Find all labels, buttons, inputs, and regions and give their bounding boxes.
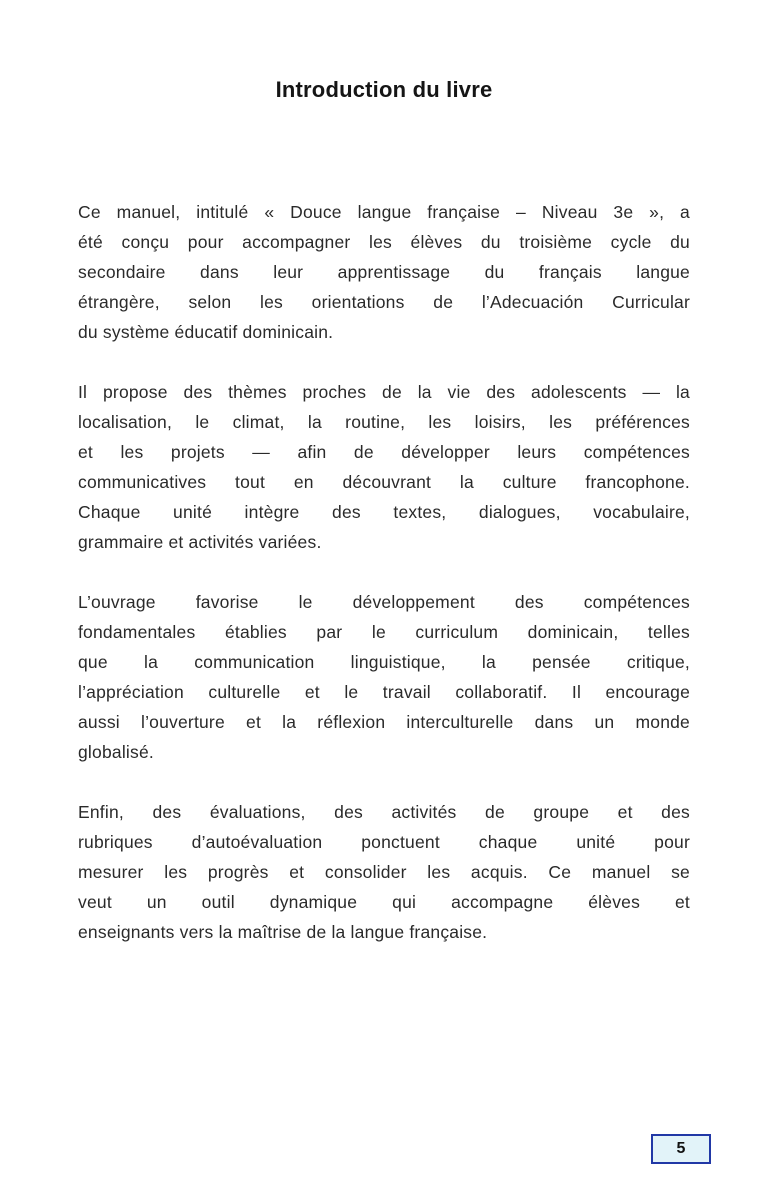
- paragraph-3-line-4: l’appréciation culturelle et le travail collaboratif. Il encourage: [78, 682, 690, 702]
- paragraph-1: [78, 197, 690, 347]
- paragraph-4-line-5: enseignants vers la maîtrise de la langue française.: [78, 922, 488, 942]
- paragraph-3-line-1: L’ouvrage favorise le développement des compétences: [78, 592, 690, 612]
- paragraph-1-line-4: étrangère, selon les orientations de l’Adecuación Curricular: [78, 292, 690, 312]
- paragraph-3: [78, 587, 690, 767]
- paragraph-2-line-2: localisation, le climat, la routine, les loisirs, les préférences: [78, 412, 690, 432]
- body-text: [78, 197, 690, 947]
- paragraph-2-line-6: grammaire et activités variées.: [78, 532, 322, 552]
- paragraph-2-line-3: et les projets — afin de développer leurs compétences: [78, 442, 690, 462]
- page-title: Introduction du livre: [275, 77, 493, 102]
- paragraph-4-line-3: mesurer les progrès et consolider les acquis. Ce manuel se: [78, 862, 690, 882]
- paragraph-4-line-1: Enfin, des évaluations, des activités de groupe et des: [78, 802, 690, 822]
- paragraph-2-line-4: communicatives tout en découvrant la culture francophone.: [78, 472, 690, 492]
- paragraph-4: [78, 797, 690, 947]
- paragraph-3-line-2: fondamentales établies par le curriculum dominicain, telles: [78, 622, 690, 642]
- paragraph-2-line-1: Il propose des thèmes proches de la vie des adolescents — la: [78, 382, 690, 402]
- paragraph-3-line-6: globalisé.: [78, 742, 154, 762]
- paragraph-4-line-4: veut un outil dynamique qui accompagne élèves et: [78, 892, 690, 912]
- page-number: 5: [676, 1140, 686, 1157]
- page-number-badge: [651, 1134, 711, 1164]
- paragraph-3-line-3: que la communication linguistique, la pensée critique,: [78, 652, 690, 672]
- paragraph-4-line-2: rubriques d’autoévaluation ponctuent chaque unité pour: [78, 832, 690, 852]
- paragraph-2-line-5: Chaque unité intègre des textes, dialogues, vocabulaire,: [78, 502, 690, 522]
- paragraph-1-line-2: été conçu pour accompagner les élèves du troisième cycle du: [78, 232, 690, 252]
- paragraph-1-line-5: du système éducatif dominicain.: [78, 322, 334, 342]
- paragraph-3-line-5: aussi l’ouverture et la réflexion interculturelle dans un monde: [78, 712, 690, 732]
- paragraph-1-line-1: Ce manuel, intitulé « Douce langue française – Niveau 3e », a: [78, 202, 690, 222]
- paragraph-1-line-3: secondaire dans leur apprentissage du français langue: [78, 262, 690, 282]
- paragraph-2: [78, 377, 690, 557]
